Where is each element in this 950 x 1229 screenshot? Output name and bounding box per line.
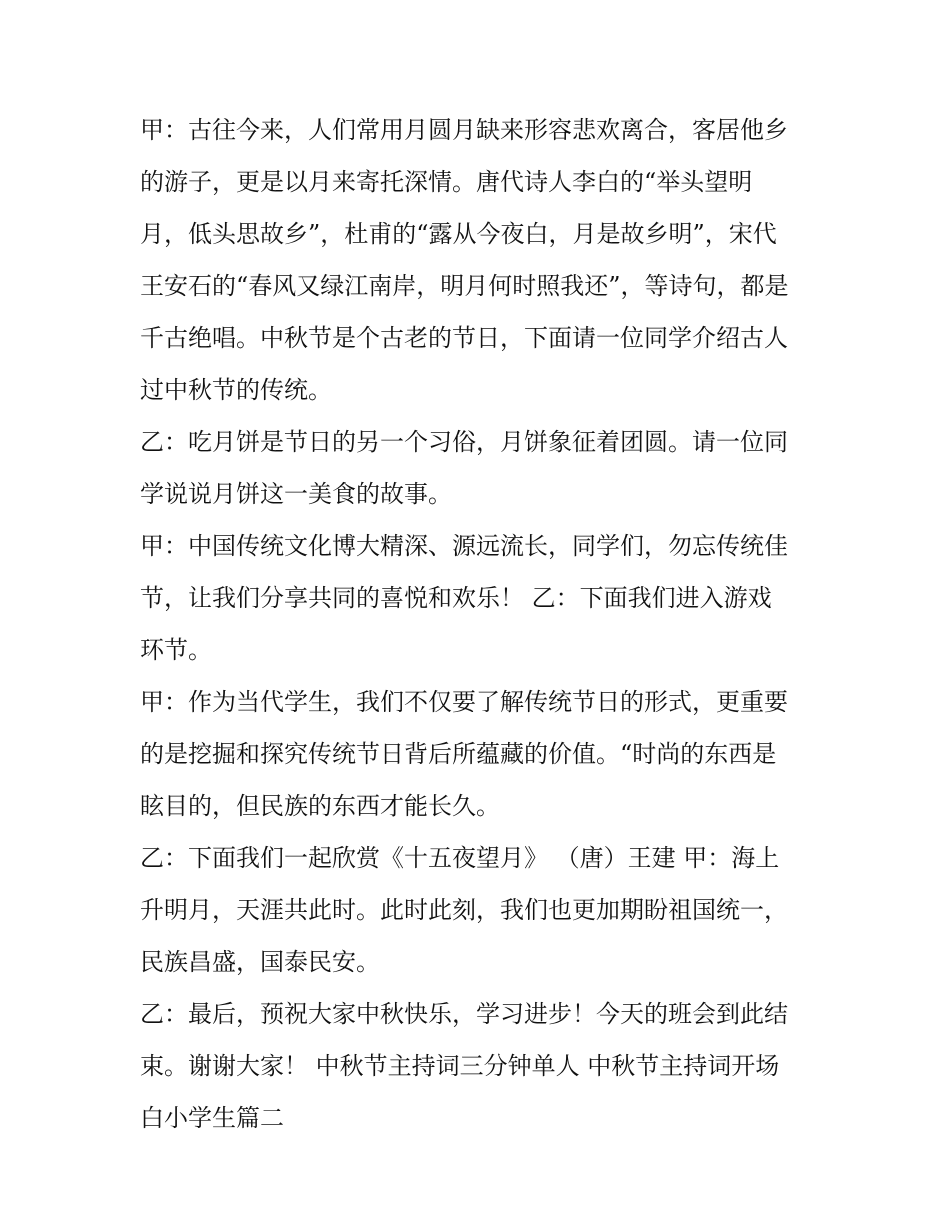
text-line: 甲：中国传统文化博大精深、源远流长，同学们，勿忘传统佳	[140, 532, 788, 560]
text-line: 环节。	[140, 636, 212, 664]
text-line: 束。谢谢大家！ 中秋节主持词三分钟单人 中秋节主持词开场	[140, 1052, 780, 1080]
text-line: 乙：吃月饼是节日的另一个习俗，月饼象征着团圆。请一位同	[140, 428, 788, 456]
text-line: 的游子，更是以月来寄托深情。唐代诗人李白的“举头望明	[140, 168, 753, 196]
text-line: 月，低头思故乡”，杜甫的“露从今夜白，月是故乡明”，宋代	[140, 220, 777, 248]
text-line: 民族昌盛，国泰民安。	[140, 948, 380, 976]
text-line: 甲：作为当代学生，我们不仅要了解传统节日的形式，更重要	[140, 688, 788, 716]
text-line: 过中秋节的传统。	[140, 376, 332, 404]
document-body	[140, 104, 820, 1144]
text-line: 节，让我们分享共同的喜悦和欢乐！ 乙：下面我们进入游戏	[140, 584, 772, 612]
text-line: 升明月，天涯共此时。此时此刻，我们也更加期盼祖国统一，	[140, 896, 788, 924]
text-line: 白小学生篇二	[140, 1104, 284, 1132]
text-line: 学说说月饼这一美食的故事。	[140, 480, 452, 508]
text-line: 甲：古往今来，人们常用月圆月缺来形容悲欢离合，客居他乡	[140, 116, 788, 144]
text-line: 的是挖掘和探究传统节日背后所蕴藏的价值。“时尚的东西是	[140, 740, 777, 768]
text-line: 乙：下面我们一起欣赏《十五夜望月》 （唐）王建 甲：海上	[140, 844, 780, 872]
text-line: 乙：最后，预祝大家中秋快乐，学习进步！今天的班会到此结	[140, 1000, 788, 1028]
text-line: 千古绝唱。中秋节是个古老的节日，下面请一位同学介绍古人	[140, 324, 788, 352]
text-line: 王安石的“春风又绿江南岸，明月何时照我还”，等诗句，都是	[140, 272, 789, 300]
text-line: 眩目的，但民族的东西才能长久。	[140, 792, 500, 820]
